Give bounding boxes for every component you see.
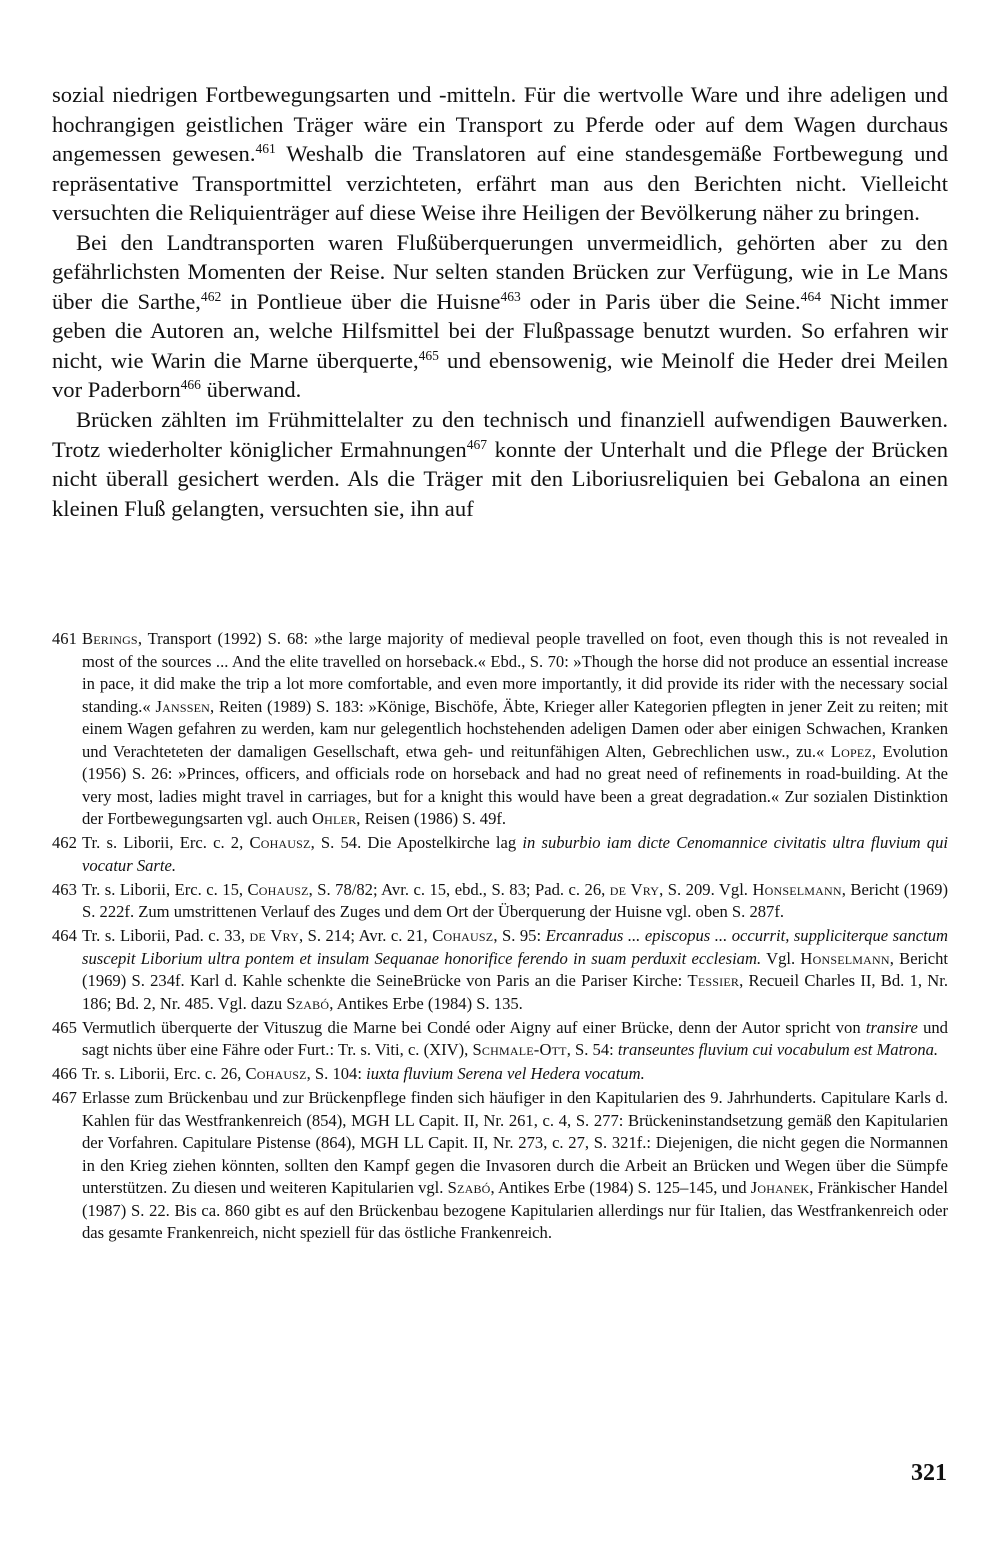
text-run: konnte der Unterhalt und die Pflege der Brücken nicht überall gesichert werden. Als die Träger mit den Liboriusreliquien bei Gebalona an einen kleinen Fluß gelangten, versuchten sie, ihn auf xyxy=(52,436,948,521)
footnote-ref-464[interactable]: 464 xyxy=(800,288,821,304)
author-name: de Vry xyxy=(609,879,660,899)
footnote-text: und sagt nichts über eine Fähre oder Furt.: Tr. s. Viti, c. (XIV), xyxy=(82,1017,948,1059)
footnote-number: 461 xyxy=(52,629,77,648)
footnote-number: 464 xyxy=(52,926,77,945)
text-run: Weshalb die Translatoren auf eine standesgemäße Fortbewegung und repräsentative Transportmittel verzichteten, erfährt man aus den Berichten nicht. Vielleicht versuchten die Reliquienträger auf diese Weise ihre Heiligen der Bevölkerung näher zu bringen. xyxy=(52,141,948,226)
latin-quote: transeuntes fluvium cui vocabulum est Matrona. xyxy=(617,1040,939,1059)
footnote-text: , S. 78/82; Avr. c. 15, ebd., S. 83; Pad. c. 26, xyxy=(308,879,610,899)
footnote-text: Vgl. xyxy=(761,948,801,968)
footnote-text: , Bericht (1969) S. 234f. Karl d. Kahle schenkte die SeineBrücke von Paris an die Pariser Kirche: xyxy=(82,948,948,990)
author-name: Janssen xyxy=(155,696,211,716)
author-name: Cohausz xyxy=(432,926,494,945)
footnote-text: , Transport (1992) S. 68: »the large majority of medieval people travelled on foot, even though this is not revealed in most of the sources ... And the elite travelled on horseback.« Ebd., S. 70: »Though the horse did not produce an essential increase in pace, it did make the trip a lot more comfortable, and even more importantly, it did provide its rider with the necessary social standing.« xyxy=(82,629,948,716)
paragraph xyxy=(52,405,948,523)
footnote-463 xyxy=(52,879,948,924)
author-name: Lopez xyxy=(830,741,872,761)
footnote-ref-462[interactable]: 462 xyxy=(200,288,222,304)
text-run: sozial niedrigen Fortbewegungsarten und -mitteln. Für die wertvolle Ware und ihre adeligen und hochrangigen geistlichen Träger wäre ein Transport zu Pferde oder auf dem Wagen durchaus angemessen gewesen. xyxy=(52,82,948,167)
footnote-text: Erlasse zum Brückenbau und zur Brückenpflege finden sich häufiger in den Kapitularien des 9. Jahrhunderts. Capitulare Karls d. Kahlen für das Westfrankenreich (854), MGH LL Capit. II, Nr. 261, c. 4, S. 277: Brückeninstandsetzung gemäß den Kapitularien der Vorfahren. Capitulare Pistense (864), MGH LL Capit. II, Nr. 273, c. 27, S. 321f.: Diejenigen, die nicht gegen die Normannen in den Krieg ziehen könnten, sollten den Kampf gegen die Invasoren durch die Arbeit an Brücken und Wegen über die Sümpfe unterstützen. Zu diesen und weiteren Kapitularien vgl. xyxy=(82,1088,948,1197)
author-name: Szabó xyxy=(447,1178,491,1197)
footnote-text: , Reiten (1989) S. 183: »Könige, Bischöfe, Äbte, Krieger aller Kategorien pflegten in jener Zeit zu reiten; mit einem Wagen gefahren zu werden, kam nur gelegentlich hochstehenden adeligen Damen oder aber einigen Schwachen, Kranken und Verachteteten der damaligen Gesellschaft, etwa geh- und reitunfähigen Alten, Gebrechlichen usw., zu.« xyxy=(82,696,948,761)
text-run: und ebensowenig, wie Meinolf die Heder drei Meilen vor Paderborn xyxy=(52,347,948,403)
footnote-number: 467 xyxy=(52,1088,77,1107)
paragraph xyxy=(52,228,948,405)
author-name: Johanek xyxy=(750,1178,810,1197)
footnotes xyxy=(52,628,948,1246)
author-name: Szabó xyxy=(286,993,330,1013)
footnote-text: , Evolution (1956) S. 26: »Princes, officers, and officials rode on horseback and had no great need of refinements in road-building. At the very most, ladies might travel in carriages, but for a knight this would have been a great degradation.« Zur sozialen Distinktion der Fortbewegungsarten vgl. auch xyxy=(82,741,948,828)
latin-quote: in suburbio iam dicte Cenomannice civitatis ultra fluvium qui vocatur Sarte. xyxy=(82,833,948,875)
footnote-text: Tr. s. Liborii, Erc. c. 2, xyxy=(82,833,250,852)
text-run: Nicht immer geben die Autoren an, welche Hilfsmittel bei der Flußpassage benutzt wurden. So erfahren wir nicht, wie Warin die Marne überquerte, xyxy=(52,288,948,373)
footnote-text: , S. 214; Avr. c. 21, xyxy=(298,926,433,945)
latin-quote: iuxta fluvium Serena vel Hedera vocatum. xyxy=(366,1064,645,1083)
footnote-467 xyxy=(52,1087,948,1245)
footnote-465 xyxy=(52,1017,948,1062)
footnote-ref-463[interactable]: 463 xyxy=(500,288,521,304)
author-name: de Vry xyxy=(249,926,299,945)
footnote-text: , Antikes Erbe (1984) S. 125–145, und xyxy=(490,1178,751,1197)
footnote-text: , Bericht (1969) S. 222f. Zum umstrittenen Verlauf des Zuges und dem Ort der Überquerung der Huisne vgl. oben S. 287f. xyxy=(82,879,948,921)
footnote-466 xyxy=(52,1063,948,1086)
footnote-number: 466 xyxy=(52,1064,77,1083)
footnote-text: , S. 104: xyxy=(306,1064,367,1083)
author-name: Berings xyxy=(82,629,138,648)
author-name: Honselmann xyxy=(752,879,842,899)
footnote-text: , S. 54. Die Apostelkirche lag xyxy=(310,833,523,852)
footnote-461 xyxy=(52,628,948,831)
author-name: Ohler xyxy=(311,809,357,828)
footnote-text: , S. 95: xyxy=(493,926,546,945)
footnote-464 xyxy=(52,925,948,1015)
footnote-number: 463 xyxy=(52,879,77,899)
footnote-text: Vermutlich überquerte der Vituszug die Marne bei Condé oder Aigny auf einer Brücke, denn der Autor spricht von xyxy=(82,1017,866,1037)
footnote-462 xyxy=(52,832,948,877)
author-name: Schmale-Ott xyxy=(472,1040,567,1059)
author-name: Cohausz xyxy=(247,879,309,899)
footnote-ref-466[interactable]: 466 xyxy=(180,377,201,393)
author-name: Cohausz xyxy=(245,1064,307,1083)
footnote-text: , S. 209. Vgl. xyxy=(659,879,753,899)
author-name: Tessier xyxy=(687,971,740,990)
text-run: Bei den Landtransporten waren Flußüberquerungen unvermeidlich, gehörten aber zu den gefährlichsten Momenten der Reise. Nur selten standen Brücken zur Verfügung, wie in Le Mans über die Sarthe, xyxy=(52,229,948,314)
author-name: Cohausz xyxy=(249,833,311,852)
footnote-text: , Recueil Charles II, Bd. 1, Nr. 186; Bd. 2, Nr. 485. Vgl. dazu xyxy=(82,971,949,1013)
text-run: oder in Paris über die Seine. xyxy=(520,288,801,314)
main-text xyxy=(52,80,948,523)
footnote-text: , Reisen (1986) S. 49f. xyxy=(356,809,507,828)
footnote-number: 465 xyxy=(52,1017,77,1037)
latin-quote: Ercanradus ... episcopus ... occurrit, suppliciterque sanctum suscepit Liborium ultra pontem et insulam Sequanae honorifice ferendo in suam perduxit ecclesiam. xyxy=(82,926,948,968)
footnote-number: 462 xyxy=(52,833,77,852)
footnote-text: Tr. s. Liborii, Erc. c. 15, xyxy=(82,879,248,899)
paragraph xyxy=(52,80,948,228)
footnote-ref-461[interactable]: 461 xyxy=(255,140,276,156)
page-number: 321 xyxy=(911,1460,947,1486)
text-run: Brücken zählten im Frühmittelalter zu den technisch und finanziell aufwendigen Bauwerken. Trotz wiederholter königlicher Ermahnungen xyxy=(52,407,948,462)
footnote-ref-465[interactable]: 465 xyxy=(418,347,439,363)
footnote-text: , Fränkischer Handel (1987) S. 22. Bis ca. 860 gibt es auf den Brückenbau bezogene Kapitularien allerdings nur für Italien, das Westfrankenreich oder das gesamte Frankenreich, nicht speziell für das östliche Frankenreich. xyxy=(82,1178,948,1242)
author-name: Honselmann xyxy=(800,948,890,968)
footnote-ref-467[interactable]: 467 xyxy=(466,436,488,452)
latin-quote: transire xyxy=(865,1017,918,1037)
footnote-text: , S. 54: xyxy=(566,1040,618,1059)
text-run: in Pontlieue über die Huisne xyxy=(221,288,501,314)
footnote-text: , Antikes Erbe (1984) S. 135. xyxy=(329,993,523,1013)
footnote-text: Tr. s. Liborii, Pad. c. 33, xyxy=(82,926,250,945)
text-run: überwand. xyxy=(200,377,302,403)
footnote-text: Tr. s. Liborii, Erc. c. 26, xyxy=(82,1064,246,1083)
